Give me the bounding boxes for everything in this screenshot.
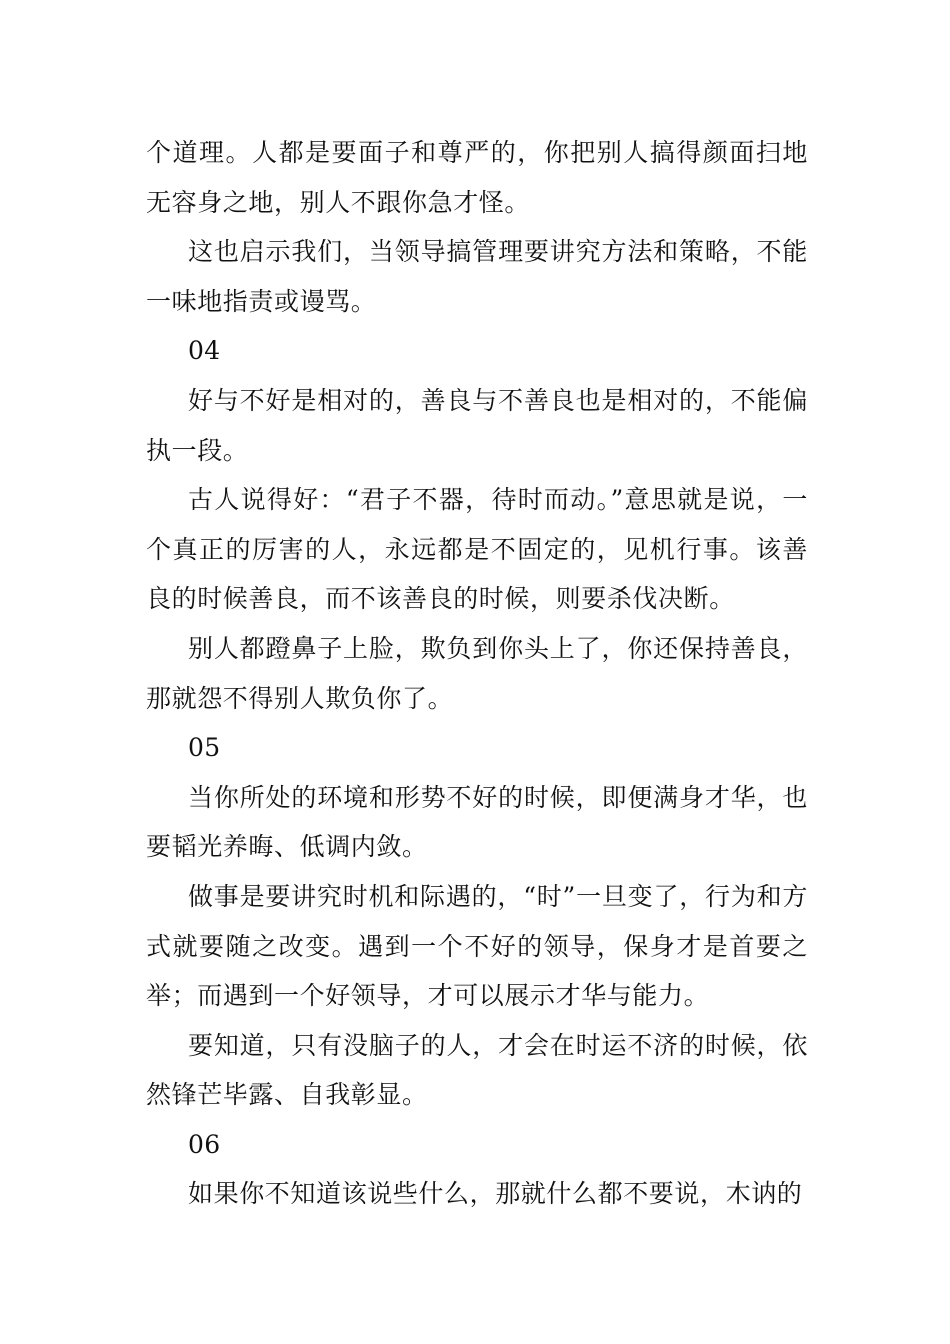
paragraph: 如果你不知道该说些什么，那就什么都不要说，木讷的 [188,1179,803,1209]
section-number: 06 [188,1129,221,1159]
paragraph: 别人都蹬鼻子上脸，欺负到你头上了，你还保持善良，那就怨不得别人欺负你了。 [146,633,808,713]
paragraph: 当你所处的环境和形势不好的时候，即便满身才华，也要韬光养晦、低调内敛。 [146,782,808,862]
paragraph: 这也启示我们，当领导搞管理要讲究方法和策略，不能一味地指责或谩骂。 [146,237,808,316]
paragraph: 好与不好是相对的，善良与不善良也是相对的，不能偏执一段。 [146,385,808,465]
paragraph-continued: 个道理。人都是要面子和尊严的，你把别人搞得颜面扫地无容身之地，别人不跟你急才怪。 [146,138,808,217]
paragraph: 做事是要讲究时机和际遇的，“时”一旦变了，行为和方式就要随之改变。遇到一个不好的领导，保身才是首要之举；而遇到一个好领导，才可以展示才华与能力。 [146,881,808,1011]
paragraph: 古人说得好：“君子不器，待时而动。”意思就是说，一个真正的厉害的人，永远都是不固定的，见机行事。该善良的时候善良，而不该善良的时候，则要杀伐决断。 [146,485,808,614]
section-number: 05 [188,733,221,763]
paragraph: 要知道，只有没脑子的人，才会在时运不济的时候，依然锋芒毕露、自我彰显。 [146,1030,808,1110]
document-body [146,128,808,1219]
section-number: 04 [188,336,221,366]
